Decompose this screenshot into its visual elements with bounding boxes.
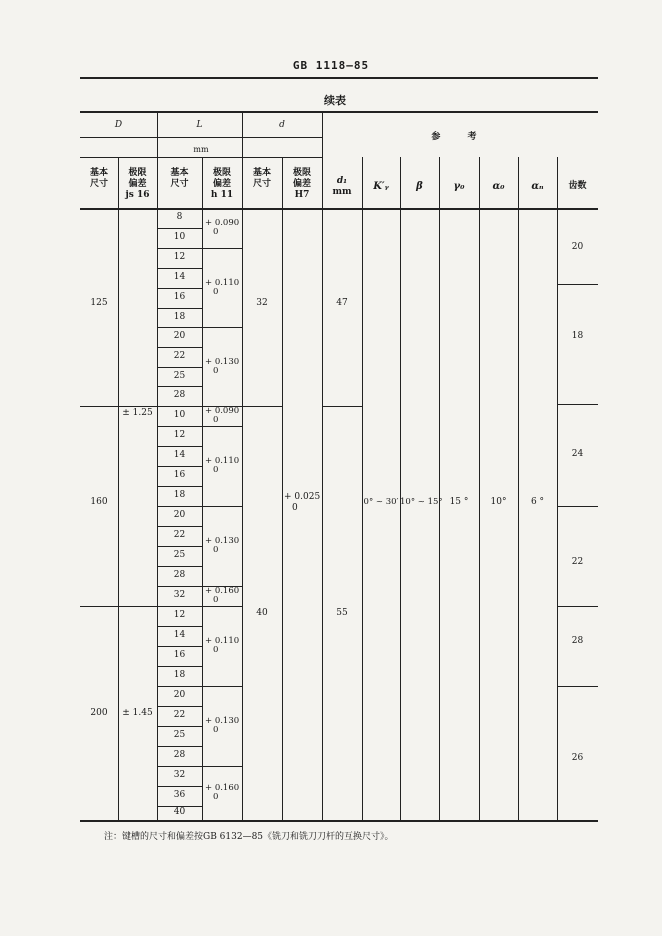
unit-rule [80, 157, 322, 158]
L-tol-value: + 0.110 0 [205, 456, 240, 475]
L-value: 16 [173, 470, 186, 480]
gamma0-value: 15 ° [449, 497, 469, 507]
L-row-rule [157, 347, 202, 348]
col-rule [400, 157, 401, 820]
L-tol-rule [202, 606, 242, 607]
col-D-tol: 极限 偏差 js 16 [125, 168, 150, 200]
group-header-rule [80, 137, 322, 138]
teeth-rule [557, 404, 598, 405]
L-row-rule [157, 228, 202, 229]
col-gamma0: γ₀ [453, 181, 465, 192]
L-value: 18 [173, 490, 186, 500]
col-alpha0: α₀ [492, 181, 505, 192]
L-value: 18 [173, 311, 186, 322]
L-row-rule [157, 308, 202, 309]
L-tol-value: + 0.160 0 [205, 783, 240, 802]
teeth-22: 22 [571, 557, 584, 567]
L-row-rule [157, 746, 202, 747]
L-value: 32 [173, 770, 186, 780]
col-beta: β [416, 181, 423, 192]
L-row-rule [157, 446, 202, 447]
L-tol-value: + 0.090 0 [205, 218, 240, 237]
L-value: 14 [173, 450, 186, 460]
alpha0-value: 10° [490, 497, 507, 507]
top-rule [80, 77, 598, 79]
L-value: 22 [173, 530, 186, 540]
d-nom-32: 32 [256, 298, 268, 308]
L-value: 14 [173, 630, 186, 640]
teeth-rule [557, 284, 598, 285]
L-value: 20 [173, 690, 186, 700]
alphan-value: 6 ° [530, 497, 545, 507]
L-value: 8 [176, 212, 183, 222]
L-tol-rule [202, 686, 242, 687]
L-value: 12 [173, 610, 186, 620]
table-caption: 续表 [324, 94, 346, 107]
col-rule [118, 157, 119, 820]
L-row-rule [157, 706, 202, 707]
L-row-rule [157, 766, 202, 767]
L-row-rule [157, 626, 202, 627]
L-tol-value: + 0.110 0 [205, 636, 240, 655]
teeth-rule [557, 606, 598, 607]
L-row-rule [157, 406, 202, 407]
L-value: 16 [173, 650, 186, 660]
L-tol-value: + 0.110 0 [205, 277, 240, 297]
L-value: 20 [173, 331, 186, 341]
L-value: 18 [173, 670, 186, 680]
d-group-rule [242, 406, 282, 407]
D-nom-125: 125 [90, 298, 108, 308]
teeth-26: 26 [571, 753, 584, 763]
L-row-rule [157, 526, 202, 527]
L-value: 25 [173, 550, 186, 560]
L-value: 28 [173, 750, 186, 760]
D-tol-2: ± 1.45 [122, 708, 153, 718]
L-row-rule [157, 786, 202, 787]
col-d-nom: 基本 尺寸 [252, 168, 271, 189]
L-row-rule [157, 726, 202, 727]
d1-group-rule [322, 406, 362, 407]
L-row-rule [157, 367, 202, 368]
L-value: 32 [173, 590, 186, 600]
col-rule [322, 111, 323, 820]
col-rule [202, 157, 203, 820]
L-value: 10 [173, 410, 186, 420]
col-rule [518, 157, 519, 820]
L-value: 14 [173, 272, 186, 282]
page-header: GB 1118—85 [292, 59, 370, 72]
teeth-rule [557, 686, 598, 687]
col-d-tol: 极限 偏差 H7 [292, 168, 311, 200]
D-group-rule [80, 406, 157, 407]
L-value: 25 [173, 370, 186, 381]
D-nom-160: 160 [90, 497, 108, 507]
col-Kv: K′ᵧ [373, 181, 389, 192]
d-nom-40: 40 [256, 608, 268, 618]
col-rule [479, 157, 480, 820]
L-row-rule [157, 486, 202, 487]
L-row-rule [157, 686, 202, 687]
L-tol-value: + 0.130 0 [205, 536, 240, 555]
L-row-rule [157, 506, 202, 507]
col-L-nom: 基本 尺寸 [170, 168, 189, 189]
teeth-rule [557, 506, 598, 507]
teeth-28: 28 [571, 636, 584, 646]
L-value: 40 [173, 807, 186, 817]
col-L-tol: 极限 偏差 h 11 [210, 168, 234, 200]
L-row-rule [157, 646, 202, 647]
D-nom-200: 200 [90, 708, 108, 718]
L-tol-rule [202, 766, 242, 767]
beta-value: 10° ~ 15° [400, 497, 443, 507]
Kv-value: 0° ~ 30′ [363, 497, 399, 507]
L-value: 16 [173, 292, 186, 302]
L-value: 22 [173, 710, 186, 720]
L-value: 12 [173, 430, 186, 440]
L-row-rule [157, 546, 202, 547]
col-rule [242, 111, 243, 820]
L-tol-value: + 0.130 0 [205, 716, 240, 735]
d1-47: 47 [336, 298, 348, 308]
col-teeth: 齿数 [568, 181, 587, 191]
L-tol-rule [202, 426, 242, 427]
L-tol-value: + 0.090 0 [205, 406, 240, 425]
D-group-rule [80, 606, 157, 607]
L-tol-rule [202, 506, 242, 507]
group-header-L: L [196, 120, 203, 130]
L-value: 10 [173, 232, 186, 242]
teeth-24: 24 [571, 449, 584, 459]
L-tol-rule [202, 327, 242, 328]
L-row-rule [157, 606, 202, 607]
table-bottom-rule [80, 820, 598, 822]
col-rule [557, 157, 558, 820]
col-d1: d₁ mm [332, 176, 352, 197]
L-row-rule [157, 466, 202, 467]
col-alphan: αₙ [531, 181, 544, 192]
teeth-20: 20 [571, 242, 584, 252]
L-row-rule [157, 288, 202, 289]
D-tol-1: ± 1.25 [122, 408, 153, 418]
L-row-rule [157, 566, 202, 567]
ref-header: 参 考 [431, 132, 489, 142]
L-tol-rule [202, 248, 242, 249]
d1-55: 55 [336, 608, 348, 618]
L-value: 12 [173, 252, 186, 262]
group-header-D: D [114, 120, 123, 130]
col-rule [439, 157, 440, 820]
d-tol: + 0.025 0 [284, 492, 321, 513]
group-header-d: d [279, 120, 285, 130]
L-value: 22 [173, 351, 186, 361]
L-row-rule [157, 248, 202, 249]
L-value: 28 [173, 570, 186, 580]
col-rule [362, 157, 363, 820]
L-row-rule [157, 426, 202, 427]
L-tol-value: + 0.160 0 [205, 586, 240, 605]
L-row-rule [157, 327, 202, 328]
L-tol-value: + 0.130 0 [205, 356, 240, 376]
L-row-rule [157, 586, 202, 587]
L-value: 28 [173, 390, 186, 400]
L-value: 36 [173, 790, 186, 800]
table-note: 注：键槽的尺寸和偏差按GB 6132—85《铣刀和铣刀刀杆的互换尺寸》。 [104, 832, 394, 842]
L-row-rule [157, 666, 202, 667]
L-value: 20 [173, 510, 186, 520]
L-row-rule [157, 386, 202, 387]
col-D-nom: 基本 尺寸 [89, 168, 108, 189]
teeth-18: 18 [571, 331, 584, 341]
L-row-rule [157, 268, 202, 269]
unit-label: mm [193, 145, 209, 154]
col-rule [282, 157, 283, 820]
L-value: 25 [173, 730, 186, 740]
